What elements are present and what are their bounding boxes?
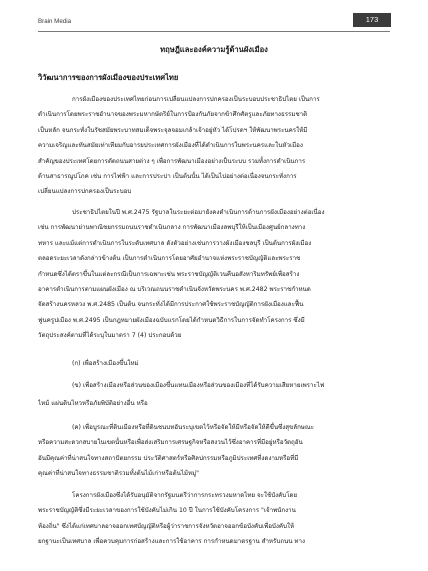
brand-name: Brain Media — [38, 18, 72, 25]
text-line: (ค) เพื่อบูรณะที่ดินเมืองหรือที่ดินชนบทอันระบุเขตไว้หรือจัดให้มีหรือจัดให้ดีขึ้นซึ่งสุขลักษณะ — [72, 424, 314, 431]
chapter-title: ทฤษฎีและองค์ความรู้ด้านผังเมือง — [160, 45, 268, 54]
text-line: ท้องถิ่น" ซึ่งได้แก่เทศบาลอาจออกเทศบัญญัติหรือผู้ว่าราชการจังหวัดอาจออกข้อบังคับเพื่อบังคับให้ — [38, 522, 295, 530]
page-number-badge: 173 — [353, 13, 391, 27]
text-line: โครงการผังเมืองซึ่งได้รับอนุมัติจากรัฐมนตรีว่าการกระทรวงมหาดไทย จะใช้บังคับโดย — [72, 492, 298, 499]
text-line: ดำเนินการโดยพระราชอำนาจของพระมหากษัตริย์ในการป้องกันภัยจากข้าศึกศัตรูและภัยทางธรรมชาติ — [38, 111, 308, 119]
text-line: ทหาร และแม้แต่การดำเนินการในระดับเทศบาล ดังตัวอย่างเช่นการวางผังเมืองชลบุรี เป็นต้นการผังเมือง — [38, 239, 312, 247]
list-item-c — [38, 420, 390, 482]
text-line: การผังเมืองของประเทศไทยก่อนการเปลี่ยนแปลงการปกครองเป็นระบอบประชาธิปไตย เป็นการ — [72, 96, 320, 103]
list-item-a: (ก) เพื่อสร้างเมืองขึ้นใหม่ — [72, 360, 139, 367]
list-item-b: (ข) เพื่อสร้างเมืองหรือส่วนของเมืองขึ้นแทนเมืองหรือส่วนของเมืองที่ได้รับความเสียหายเพราะไฟ — [72, 382, 325, 389]
text-line: ประชาธิปไตยในปี พ.ศ.2475 รัฐบาลในระยะต่อมายังคงดำเนินการด้านการผังเมืองอย่างต่อเนื่อง — [72, 209, 325, 216]
paragraph-3 — [38, 488, 390, 550]
text-line: คุณค่าที่น่าสนใจทางธรรมชาติรวมทั้งต้นไม้เก่าหรือต้นไม้หมู่" — [38, 470, 200, 478]
paragraph-1 — [38, 92, 390, 200]
text-line: สำคัญของประเทศโดยการตัดถนนสายต่าง ๆ เพื่อการพัฒนาเมืองอย่างเป็นระบบ รวมทั้งการดำเนินการ — [38, 157, 306, 165]
text-line: กำหนดซึ่งได้ตราขึ้นในแต่ละกรณีเป็นการเฉพาะเช่น พระราชบัญญัติเวนคืนอสังหาริมทรัพย์เพื่อสร้าง — [38, 270, 300, 278]
text-line: ไหม้ แผ่นดินไหวหรือภัยพิบัติอย่างอื่น หรือ — [38, 400, 148, 407]
text-line: พระราชบัญญัติซึ่งมีระยะเวลาของการใช้บังคับไม่เกิน 10 ปี ในการใช้บังคับโครงการ "เจ้าพนักงาน — [38, 507, 296, 515]
text-line: อาคารดำเนินการตามแผนผังเมือง ณ บริเวณถนนราชดำเนินจังหวัดพระนคร พ.ศ.2482 พระราชกำหนด — [38, 286, 311, 294]
text-line: เปลี่ยนแปลงการปกครองเป็นระบอบ — [38, 188, 132, 196]
paragraph-2 — [38, 205, 390, 344]
text-line: หรือความสะดวกสบายในเขตนั้นหรือเพื่อส่งเสริมการเศรษฐกิจหรือสงวนไว้ซึ่งอาคารที่มีอยู่หรือวัตถุอัน — [38, 439, 303, 447]
text-line: อันมีคุณค่าที่น่าสนใจทางสถาปัตยกรรม ประวัติศาสตร์หรือศิลปกรรมหรือภูมิประเทศที่งดงามหรือที่มี — [38, 454, 299, 462]
text-line: ฟูนครูปเมือง พ.ศ.2495 เป็นกฎหมายผังเมืองฉบับแรกโดยได้กำหนดวิธีการในการจัดทำโครงการ ซึ่งมี — [38, 316, 305, 324]
header-divider — [38, 31, 390, 32]
text-line: จัดสร้างนครหลวง พ.ศ.2485 เป็นต้น จนกระทั่งได้มีการประกาศใช้พระราชบัญญัติการผังเมืองและฟื้น — [38, 301, 304, 309]
text-line: ยกฐานะเป็นเทศบาล เพื่อควบคุมการก่อสร้างและการใช้อาคาร การกำหนดมาตรฐาน สำหรับถนน ทาง — [38, 538, 305, 546]
list-item-b-continuation — [38, 396, 390, 411]
section-title: วิวัฒนาการของการผังเมืองของประเทศไทย — [38, 73, 179, 82]
text-line: ตลอดระยะเวลาดังกล่าวข้างต้น เป็นการดำเนินการโดยอาศัยอำนาจแห่งพระราชบัญญัติและพระราช — [38, 255, 301, 263]
text-line: เช่น การพัฒนาย่านพาณิชยกรรมถนนราชดำเนินกลาง การพัฒนาเมืองลพบุรีให้เป็นเมืองศูนย์กลางทาง — [38, 224, 306, 232]
text-line: ความเจริญและทันสมัยเท่าเทียมกับอารยประเทศการผังเมืองที่ได้ดำเนินการในพระนครและในหัวเมือง — [38, 142, 303, 150]
text-line: ด้านสาธารณูปโภค เช่น การไฟฟ้า และการประปา เป็นต้นนั้น ได้เป็นไปอย่างต่อเนื่องจนกระทั่งการ — [38, 173, 297, 181]
text-line: เป็นหลัก จนกระทั่งในรัชสมัยพระบาทสมเด็จพระจุลจอมเกล้าเจ้าอยู่หัว ได้โปรดฯ ให้พัฒนาพระนครให้มี — [38, 126, 308, 134]
text-line: วัตถุประสงค์ตามที่ได้ระบุในมาตรา 7 (4) ประกอบด้วย — [38, 332, 182, 340]
page-header — [38, 16, 390, 28]
